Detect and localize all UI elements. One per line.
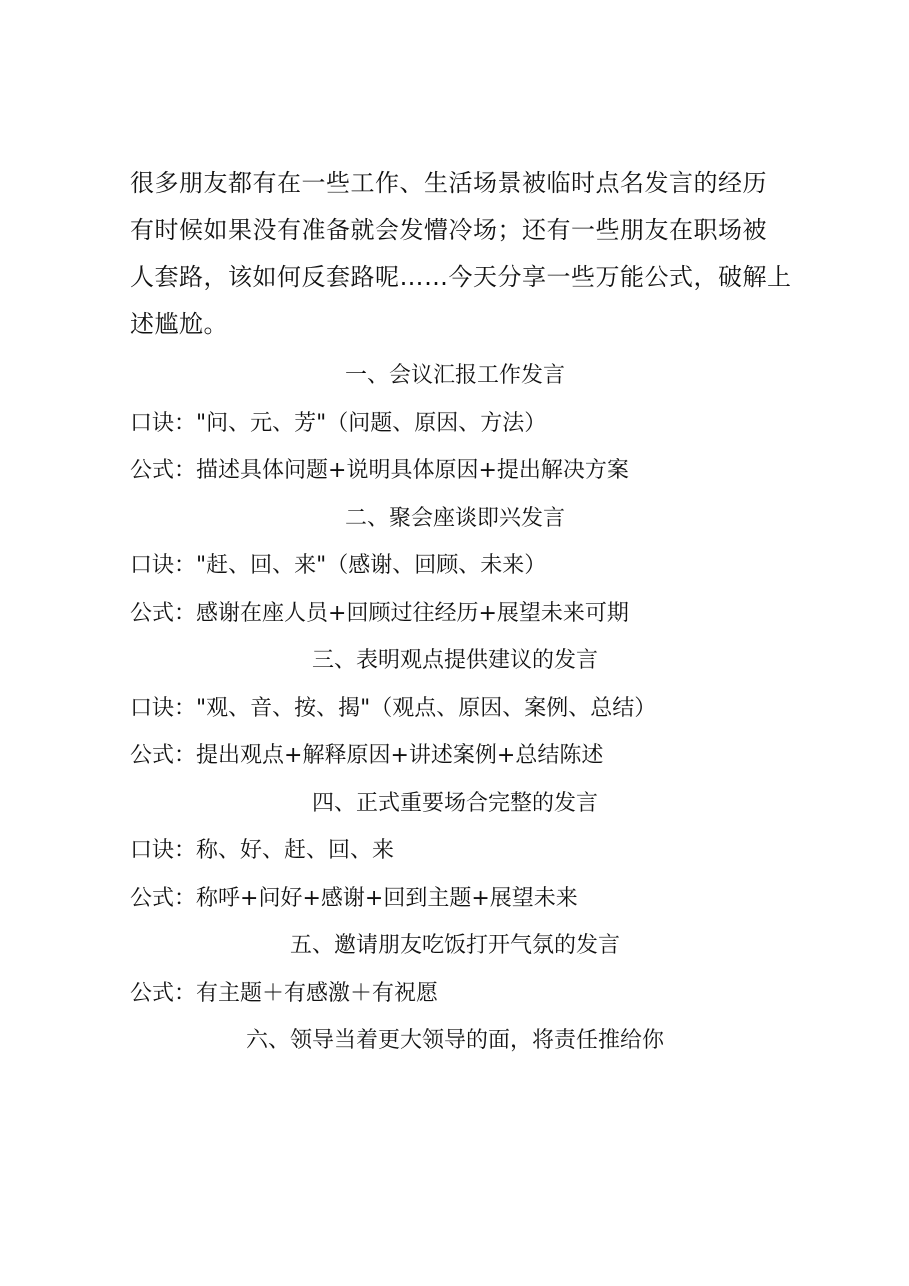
formula-line: [130, 970, 780, 1018]
colon: ：: [174, 743, 197, 768]
intro-line: 述尴尬。: [130, 310, 228, 338]
colon: ：: [174, 458, 197, 483]
section-heading: 四、正式重要场合完整的发言: [311, 790, 598, 816]
intro-line: 有时候如果没有准备就会发懵冷场；还有一些朋友在职场被: [130, 216, 767, 244]
formula-text: 感谢在座人员+回顾过往经历+展望未来可期: [196, 600, 629, 626]
mnemonic-text: "赶、回、来"（感谢、回顾、未来）: [196, 553, 547, 578]
mnemonic-label: 口诀: [130, 695, 175, 721]
formula-text: 提出观点+解释原因+讲述案例+总结陈述: [196, 743, 604, 768]
intro-line: 很多朋友都有在一些工作、生活场景被临时点名发言的经历: [130, 169, 767, 197]
section-heading: 五、邀请朋友吃饭打开气氛的发言: [289, 933, 620, 958]
mnemonic-line: [130, 400, 780, 448]
colon: ：: [174, 838, 197, 863]
colon: ：: [174, 980, 197, 1006]
mnemonic-label: 口诀: [130, 553, 175, 578]
section-heading: 二、聚会座谈即兴发言: [344, 505, 565, 531]
formula-text: 称呼+问好+感谢+回到主题+展望未来: [196, 885, 578, 911]
formula-line: [130, 875, 780, 923]
mnemonic-line: [130, 542, 780, 590]
section-heading: 一、会议汇报工作发言: [344, 363, 565, 388]
colon: ：: [174, 410, 197, 436]
formula-label: 公式: [130, 980, 175, 1006]
colon: ：: [174, 600, 197, 626]
formula-text: 有主题＋有感激＋有祝愿: [196, 980, 439, 1006]
formula-label: 公式: [130, 458, 175, 483]
mnemonic-label: 口诀: [130, 838, 175, 863]
mnemonic-text: 称、好、赶、回、来: [196, 838, 395, 863]
colon: ：: [174, 695, 197, 721]
mnemonic-text: "问、元、芳"（问题、原因、方法）: [196, 410, 547, 436]
colon: ：: [174, 553, 197, 578]
mnemonic-line: [130, 685, 780, 733]
formula-line: [130, 590, 780, 638]
formula-line: [130, 732, 780, 780]
formula-text: 描述具体问题+说明具体原因+提出解决方案: [196, 458, 629, 483]
intro-line: 人套路，该如何反套路呢……今天分享一些万能公式，破解上: [130, 263, 792, 291]
formula-label: 公式: [130, 600, 175, 626]
mnemonic-label: 口诀: [130, 410, 175, 436]
intro-paragraph: [130, 160, 795, 348]
section-heading: 六、领导当着更大领导的面，将责任推给你: [245, 1028, 664, 1053]
formula-label: 公式: [130, 743, 175, 768]
mnemonic-text: "观、音、按、揭"（观点、原因、案例、总结）: [196, 695, 657, 721]
formula-line: [130, 447, 780, 495]
mnemonic-line: [130, 827, 780, 875]
content-body: [130, 352, 780, 1065]
colon: ：: [174, 885, 197, 911]
section-heading: 三、表明观点提供建议的发言: [311, 648, 598, 673]
formula-label: 公式: [130, 885, 175, 911]
